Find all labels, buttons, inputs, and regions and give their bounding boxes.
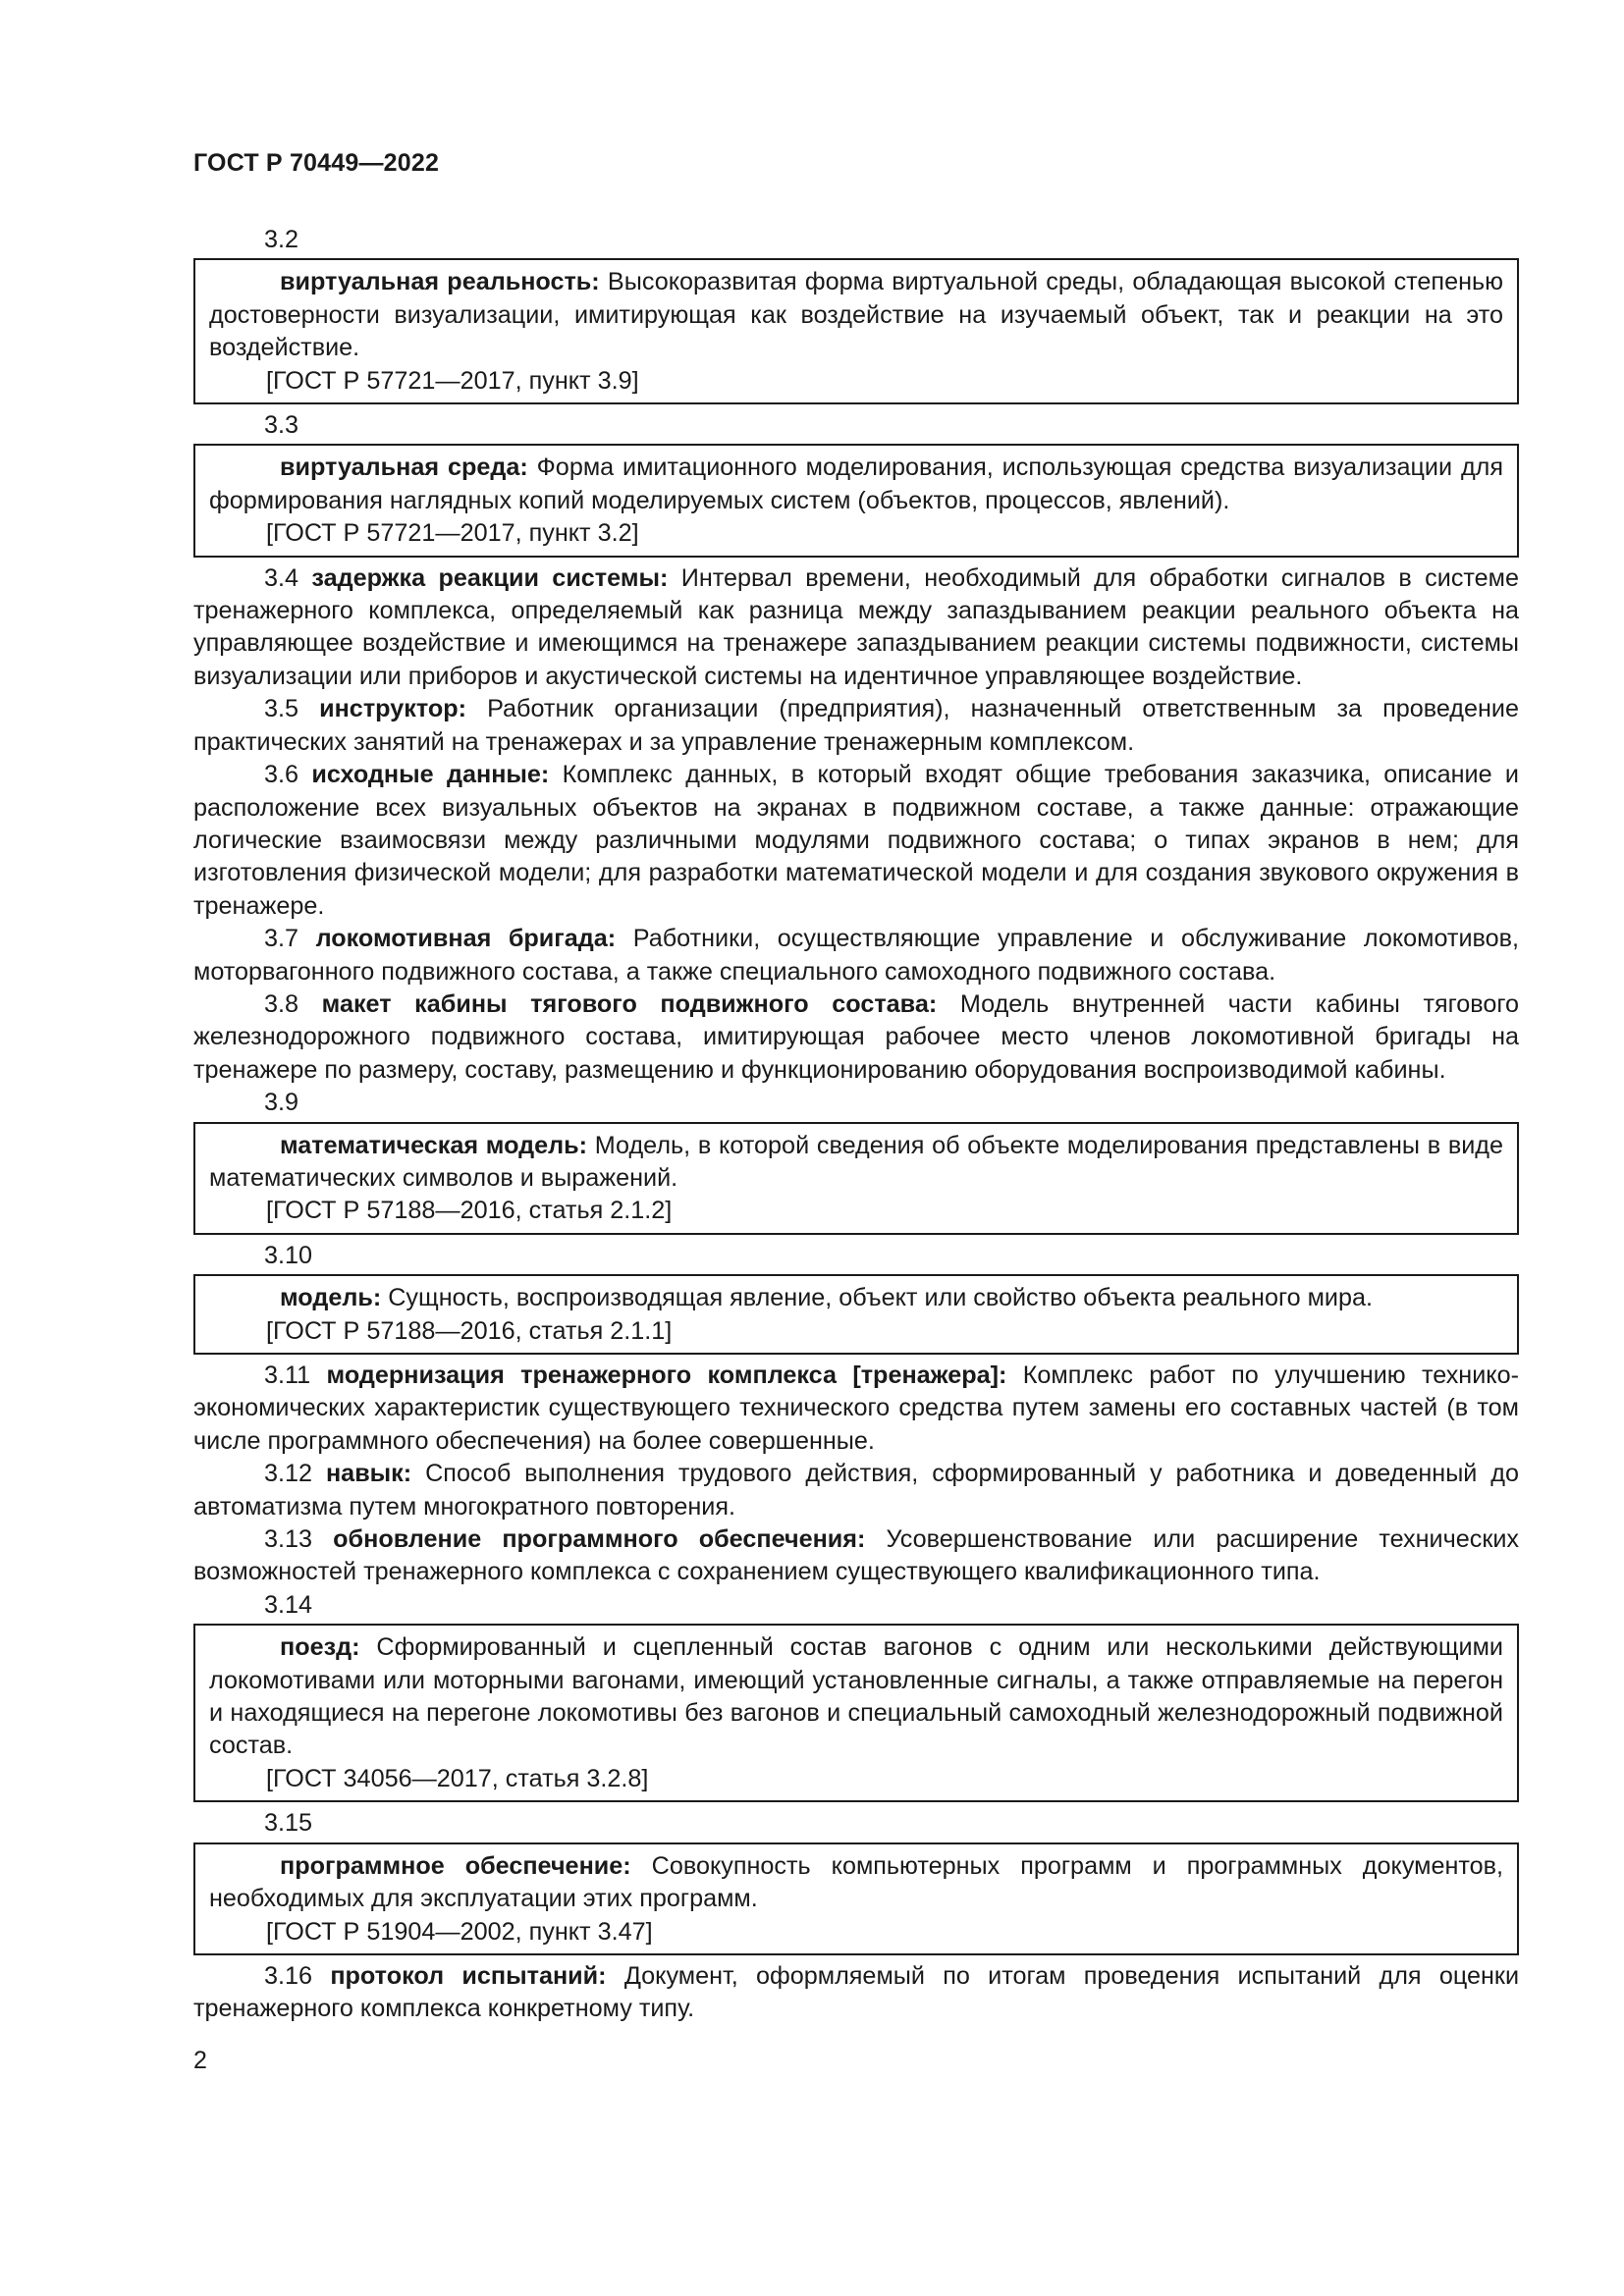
entry-number: 3.16 [264, 1961, 313, 1990]
source-reference: [ГОСТ Р 57721—2017, пункт 3.2] [266, 519, 639, 548]
source-reference: [ГОСТ Р 57188—2016, статья 2.1.2] [266, 1197, 673, 1225]
definition-paragraph [193, 1960, 1519, 2026]
entry-number: 3.8 [264, 989, 299, 1018]
definition-paragraph [193, 1523, 1519, 1589]
definition-paragraph [193, 988, 1519, 1087]
quoted-definition-box [193, 444, 1519, 557]
definition: Сформированный и сцепленный состав вагонов с одним или несколькими действующими локомотивами или моторными вагонами, имеющий установленные сигналы, а также отправляемые на перегон и находящиеся на перегоне локомотивы без вагонов и специальный самоходный железнодорожный подвижной состав. [209, 1633, 1503, 1760]
definition-text [209, 1631, 1503, 1763]
entry-number: 3.14 [264, 1590, 313, 1619]
entry-number: 3.11 [264, 1362, 311, 1389]
quoted-definition-box [193, 1624, 1519, 1802]
definition: Высокоразвитая форма виртуальной среды, обладающая высокой степенью достоверности визуализации, имитирующая как воздействие на изучаемый объект, так и реакции на это воздействие. [209, 268, 1504, 362]
entry-number: 3.3 [264, 411, 299, 440]
entry-number: 3.12 [264, 1460, 313, 1488]
entry-number: 3.2 [264, 226, 299, 253]
term: инструктор: [319, 695, 466, 723]
definition-paragraph [193, 923, 1519, 988]
definition: Комплекс работ по улучшению технико-экономических характеристик существующего технического средства путем замены его составных частей (в том числе программного обеспечения) на более совершенные. [193, 1362, 1519, 1455]
quoted-definition-box [193, 1842, 1519, 1955]
definition-paragraph [193, 759, 1519, 923]
entry-number: 3.15 [264, 1809, 313, 1838]
definition: Сущность, воспроизводящая явление, объект или свойство объекта реального мира. [381, 1284, 1373, 1312]
term: поезд: [280, 1633, 360, 1662]
quoted-definition-box [193, 1122, 1519, 1235]
page-number: 2 [193, 2047, 207, 2074]
term: математическая модель: [280, 1131, 588, 1159]
definition-paragraph [193, 562, 1519, 694]
definition: Модель внутренней части кабины тягового железнодорожного подвижного состава, имитирующая рабочее место членов локомотивной бригады на тренажере по размеру, составу, размещению и функционированию оборудования воспроизводимой кабины. [193, 989, 1520, 1084]
definition-text [209, 1130, 1503, 1196]
term: программное обеспечение: [280, 1851, 631, 1880]
term: макет кабины тягового подвижного состава: [321, 989, 938, 1018]
definition-paragraph [193, 1360, 1519, 1458]
term: исходные данные: [311, 761, 550, 789]
quoted-definition-box [193, 258, 1519, 404]
definition: Усовершенствование или расширение технических возможностей тренажерного комплекса с сохранением существующего квалификационного типа. [193, 1525, 1520, 1586]
definition: Совокупность компьютерных программ и программных документов, необходимых для эксплуатации этих программ. [209, 1851, 1504, 1913]
definition: Интервал времени, необходимый для обработки сигналов в системе тренажерного комплекса, определяемый как разница между запаздыванием реакции реального объекта на управляющее воздействие и имеющимся на тренажере запаздыванием реакции системы подвижности, системы визуализации или приборов и акустической системы на идентичное управляющее воздействие. [193, 563, 1520, 690]
definition: Работник организации (предприятия), назначенный ответственным за проведение практических занятий на тренажерах и за управление тренажерным комплексом. [193, 695, 1520, 756]
definition: Документ, оформляемый по итогам проведения испытаний для оценки тренажерного комплекса конкретному типу. [193, 1961, 1520, 2023]
entry-number: 3.6 [264, 761, 299, 789]
term: навык: [325, 1460, 412, 1488]
document-body [193, 224, 1519, 2026]
entry-number: 3.13 [264, 1525, 313, 1554]
definition-paragraph [193, 693, 1519, 759]
document-header: ГОСТ Р 70449—2022 [193, 149, 440, 177]
term: модернизация тренажерного комплекса [тренажера]: [326, 1362, 1007, 1389]
term: задержка реакции системы: [311, 563, 669, 592]
entry-number: 3.9 [264, 1089, 299, 1117]
definition: Комплекс данных, в который входят общие требования заказчика, описание и расположение всех визуальных объектов на экранах в подвижном составе, а также данные: отражающие логические взаимосвязи между различными модулями подвижного состава; о типах экранов в нем; для изготовления физической модели; для разработки математической модели и для создания звукового окружения в тренажере. [193, 761, 1519, 920]
term: виртуальная реальность: [280, 268, 600, 296]
source-reference: [ГОСТ Р 57721—2017, пункт 3.9] [266, 366, 639, 395]
entry-number: 3.4 [264, 563, 299, 592]
term: виртуальная среда: [280, 454, 528, 482]
term: локомотивная бригада: [315, 925, 617, 953]
source-reference: [ГОСТ 34056—2017, статья 3.2.8] [266, 1764, 649, 1792]
definition-text [209, 266, 1503, 364]
entry-number: 3.10 [264, 1241, 313, 1269]
term: протокол испытаний: [330, 1961, 607, 1990]
term: обновление программного обеспечения: [333, 1525, 866, 1554]
definition-text [209, 452, 1503, 517]
entry-number: 3.7 [264, 925, 299, 953]
definition: Модель, в которой сведения об объекте моделирования представлены в виде математических символов и выражений. [209, 1131, 1503, 1192]
term: модель: [280, 1284, 382, 1312]
entry-number: 3.5 [264, 695, 299, 723]
definition-paragraph [193, 1458, 1519, 1523]
source-reference: [ГОСТ Р 57188—2016, статья 2.1.1] [266, 1316, 673, 1345]
definition: Работники, осуществляющие управление и обслуживание локомотивов, моторвагонного подвижного состава, а также специального самоходного подвижного состава. [193, 925, 1520, 986]
source-reference: [ГОСТ Р 51904—2002, пункт 3.47] [266, 1917, 653, 1946]
definition: Форма имитационного моделирования, использующая средства визуализации для формирования наглядных копий моделируемых систем (объектов, процессов, явлений). [209, 454, 1504, 514]
definition-text [209, 1850, 1503, 1916]
definition: Способ выполнения трудового действия, сформированный у работника и доведенный до автоматизма путем многократного повторения. [193, 1460, 1519, 1521]
quoted-definition-box [193, 1274, 1519, 1355]
definition-text [209, 1282, 1503, 1314]
